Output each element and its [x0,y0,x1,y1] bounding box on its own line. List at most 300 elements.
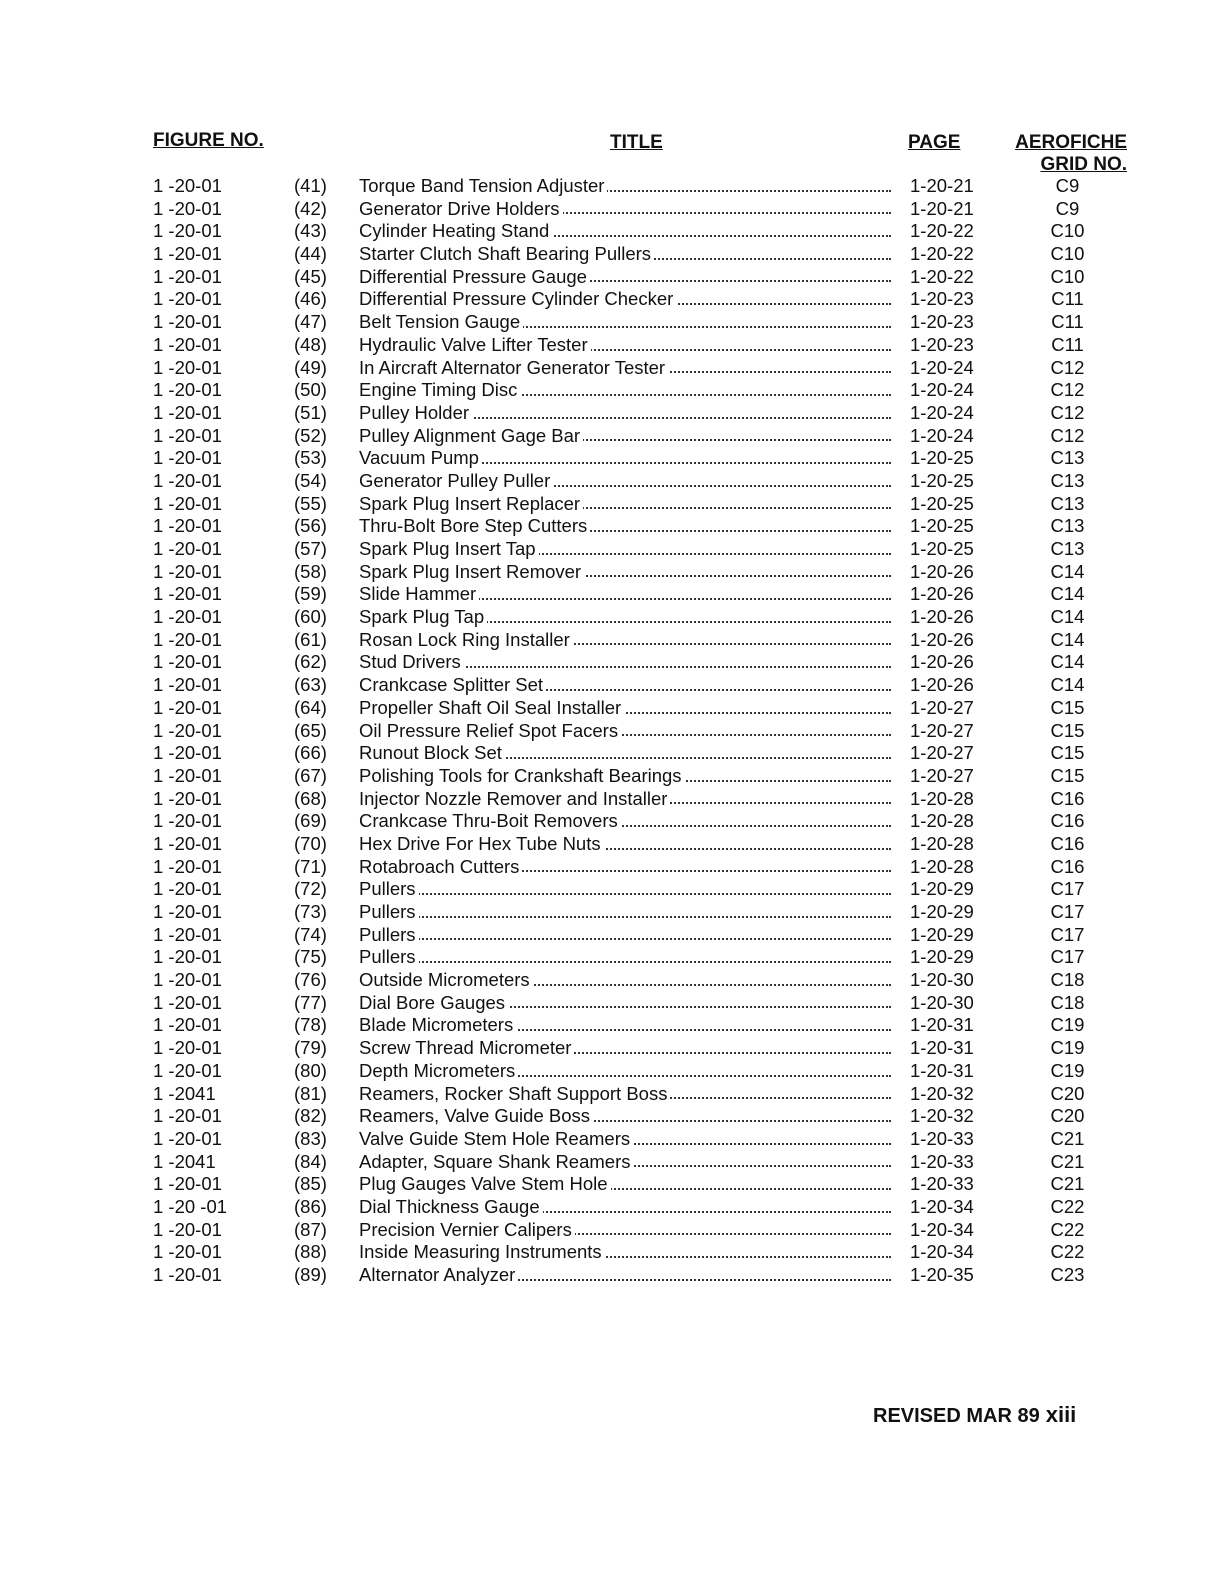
page-ref: 1-20-33 [910,1173,974,1195]
header-figure-no: FIGURE NO. [153,130,264,151]
dot-leader [359,938,891,940]
page-ref: 1-20-31 [910,1059,974,1081]
item-number: (88) [294,1241,327,1263]
page-ref: 1-20-26 [910,651,974,673]
list-item [0,311,1224,334]
item-number: (68) [294,787,327,809]
item-title [359,901,891,924]
page-ref: 1-20-33 [910,1127,974,1149]
item-number: (89) [294,1264,327,1285]
grid-ref: C17 [1050,878,1085,900]
item-number: (86) [294,1195,327,1217]
list-item [0,288,1224,311]
grid-ref: C16 [1050,832,1085,854]
list-item [0,334,1224,357]
item-title [359,992,891,1015]
figure-number: 1 -20-01 [153,265,222,287]
page-ref: 1-20-28 [910,855,974,877]
list-item [0,674,1224,697]
item-title-text: Pulley Alignment Gage Bar [359,425,583,446]
grid-ref: C18 [1050,991,1085,1013]
grid-ref: C21 [1050,1127,1085,1149]
grid-ref: C14 [1050,674,1085,696]
figure-number: 1 -2041 [153,1082,216,1104]
item-number: (62) [294,651,327,673]
page-ref: 1-20-25 [910,515,974,537]
item-number: (47) [294,311,327,333]
item-title [359,379,891,402]
list-item [0,720,1224,743]
page-ref: 1-20-25 [910,469,974,491]
grid-ref: C12 [1050,424,1085,446]
grid-ref: C20 [1050,1082,1085,1104]
item-number: (43) [294,220,327,242]
item-title [359,720,891,743]
grid-ref: C9 [1055,197,1080,219]
item-title-text: Pullers [359,946,419,967]
figure-number: 1 -20-01 [153,969,222,991]
item-title-text: Torque Band Tension Adjuster [359,175,607,196]
grid-ref: C11 [1051,311,1084,333]
figure-number: 1 -20-01 [153,515,222,537]
figure-number: 1 -20-01 [153,333,222,355]
item-title-text: Polishing Tools for Crankshaft Bearings [359,765,685,786]
page-ref: 1-20-28 [910,787,974,809]
item-title-text: Rosan Lock Ring Installer [359,629,573,650]
grid-ref: C17 [1050,901,1085,922]
item-title [359,1173,891,1196]
item-title [359,1219,891,1242]
grid-ref: C11 [1051,288,1084,310]
grid-ref: C17 [1050,923,1085,945]
list-item [0,1037,1224,1060]
grid-ref: C9 [1055,175,1080,196]
grid-ref: C13 [1050,515,1085,537]
item-number: (56) [294,515,327,537]
page-ref: 1-20-29 [910,923,974,945]
grid-ref: C22 [1050,1195,1085,1217]
list-item [0,583,1224,606]
item-title-text: Inside Measuring Instruments [359,1241,605,1262]
page-ref: 1-20-28 [910,832,974,854]
item-number: (63) [294,674,327,696]
item-number: (75) [294,946,327,968]
item-title [359,175,891,198]
item-title-text: Adapter, Square Shank Reamers [359,1151,634,1172]
item-title [359,470,891,493]
grid-ref: C16 [1050,787,1085,809]
figure-number: 1 -20-01 [153,674,222,696]
item-title-text: Alternator Analyzer [359,1264,518,1285]
page-ref: 1-20-29 [910,878,974,900]
item-title-text: Spark Plug Insert Replacer [359,493,583,514]
page-number: xiii [1045,1402,1077,1427]
list-item [0,856,1224,879]
figure-number: 1 -20-01 [153,1037,222,1059]
list-item [0,538,1224,561]
list-item [0,198,1224,221]
list-item [0,697,1224,720]
figure-number: 1 -2041 [153,1150,216,1172]
item-title [359,946,891,969]
figure-number: 1 -20-01 [153,243,222,265]
item-title [359,447,891,470]
item-title-text: Oil Pressure Relief Spot Facers [359,720,621,741]
item-title [359,788,891,811]
item-title-text: Generator Drive Holders [359,198,563,219]
figure-number: 1 -20-01 [153,606,222,628]
figure-number: 1 -20-01 [153,447,222,469]
page-ref: 1-20-31 [910,1037,974,1059]
item-title [359,697,891,720]
item-title [359,266,891,289]
item-number: (72) [294,878,327,900]
item-number: (81) [294,1082,327,1104]
item-title-text: Outside Micrometers [359,969,533,990]
page-ref: 1-20-31 [910,1014,974,1036]
item-number: (69) [294,810,327,832]
page-ref: 1-20-26 [910,583,974,605]
list-item [0,969,1224,992]
page-footer [873,1403,1076,1428]
list-item [0,924,1224,947]
item-title [359,1151,891,1174]
page-ref: 1-20-29 [910,946,974,968]
figure-number: 1 -20-01 [153,560,222,582]
item-number: (44) [294,243,327,265]
list-item [0,357,1224,380]
figure-number: 1 -20-01 [153,492,222,514]
item-number: (57) [294,538,327,559]
list-item [0,901,1224,924]
item-number: (64) [294,696,327,718]
grid-ref: C13 [1050,538,1085,559]
figure-number: 1 -20-01 [153,469,222,491]
figure-number: 1 -20-01 [153,379,222,401]
grid-ref: C10 [1050,265,1085,287]
item-number: (77) [294,991,327,1013]
item-title [359,629,891,652]
item-title-text: Crankcase Splitter Set [359,674,546,695]
figure-number: 1 -20-01 [153,787,222,809]
item-title [359,515,891,538]
page-ref: 1-20-22 [910,243,974,265]
page-ref: 1-20-32 [910,1082,974,1104]
item-title-text: Pulley Holder [359,402,472,423]
item-number: (50) [294,379,327,401]
page-ref: 1-20-30 [910,969,974,991]
item-number: (66) [294,742,327,764]
item-number: (65) [294,719,327,741]
figure-number: 1 -20-01 [153,583,222,605]
item-number: (54) [294,469,327,491]
grid-ref: C12 [1050,356,1085,378]
item-title [359,243,891,266]
header-title: TITLE [610,132,663,153]
header-aerofiche-grid [1005,132,1127,176]
item-title [359,1128,891,1151]
figure-number: 1 -20-01 [153,424,222,446]
page-ref: 1-20-24 [910,379,974,401]
item-title [359,1264,891,1287]
page-ref: 1-20-26 [910,674,974,696]
item-title-text: Thru-Bolt Bore Step Cutters [359,515,590,536]
page-ref: 1-20-23 [910,333,974,355]
figure-number: 1 -20-01 [153,1105,222,1127]
item-title-text: Slide Hammer [359,583,479,604]
page-ref: 1-20-35 [910,1264,974,1285]
item-title [359,810,891,833]
item-title [359,878,891,901]
item-number: (76) [294,969,327,991]
item-title-text: Rotabroach Cutters [359,856,522,877]
list-item [0,379,1224,402]
list-item [0,1060,1224,1083]
page-ref: 1-20-22 [910,265,974,287]
header-grid-line1: AEROFICHE [1015,132,1127,153]
item-title-text: Reamers, Valve Guide Boss [359,1105,593,1126]
list-item [0,175,1224,198]
grid-ref: C10 [1050,243,1085,265]
revision-note: REVISED MAR 89 [873,1405,1040,1427]
item-title [359,1241,891,1264]
grid-ref: C14 [1050,583,1085,605]
item-number: (79) [294,1037,327,1059]
list-item [0,946,1224,969]
item-title [359,198,891,221]
page-ref: 1-20-22 [910,220,974,242]
item-title [359,765,891,788]
list-item [0,493,1224,516]
list-item [0,1083,1224,1106]
page-ref: 1-20-26 [910,606,974,628]
item-number: (83) [294,1127,327,1149]
item-title [359,311,891,334]
item-number: (51) [294,401,327,423]
grid-ref: C14 [1050,606,1085,628]
figure-number: 1 -20-01 [153,946,222,968]
page-ref: 1-20-34 [910,1241,974,1263]
item-title-text: Pullers [359,924,419,945]
list-item [0,447,1224,470]
figure-number: 1 -20-01 [153,197,222,219]
item-title [359,1037,891,1060]
list-item [0,788,1224,811]
item-title-text: Depth Micrometers [359,1060,518,1081]
grid-ref: C13 [1050,492,1085,514]
figure-number: 1 -20-01 [153,901,222,922]
item-title-text: Differential Pressure Gauge [359,266,590,287]
figure-number: 1 -20-01 [153,1241,222,1263]
item-number: (85) [294,1173,327,1195]
figure-number: 1 -20-01 [153,311,222,333]
grid-ref: C13 [1050,447,1085,469]
item-title [359,583,891,606]
item-title [359,220,891,243]
item-title-text: Pullers [359,901,419,922]
item-number: (46) [294,288,327,310]
figure-number: 1 -20-01 [153,1218,222,1240]
item-number: (80) [294,1059,327,1081]
item-title [359,674,891,697]
figure-number: 1 -20-01 [153,719,222,741]
figure-list [0,175,1224,1287]
page-ref: 1-20-30 [910,991,974,1013]
grid-ref: C23 [1050,1264,1085,1285]
item-title [359,538,891,561]
item-title [359,742,891,765]
grid-ref: C15 [1050,719,1085,741]
item-title [359,561,891,584]
item-number: (73) [294,901,327,922]
item-title-text: Crankcase Thru-Boit Removers [359,810,621,831]
item-title-text: Generator Pulley Puller [359,470,553,491]
item-number: (48) [294,333,327,355]
item-number: (55) [294,492,327,514]
item-number: (87) [294,1218,327,1240]
figure-number: 1 -20-01 [153,832,222,854]
list-item [0,470,1224,493]
item-title [359,1083,891,1106]
item-title-text: Precision Vernier Calipers [359,1219,575,1240]
figure-number: 1 -20-01 [153,923,222,945]
figure-number: 1 -20-01 [153,628,222,650]
page-ref: 1-20-28 [910,810,974,832]
item-number: (49) [294,356,327,378]
figure-number: 1 -20-01 [153,1173,222,1195]
item-title [359,334,891,357]
list-item [0,220,1224,243]
page-ref: 1-20-21 [910,197,974,219]
item-title [359,1060,891,1083]
list-item [0,629,1224,652]
grid-ref: C19 [1050,1014,1085,1036]
list-item [0,425,1224,448]
figure-number: 1 -20-01 [153,1127,222,1149]
list-item [0,1241,1224,1264]
list-item [0,765,1224,788]
grid-ref: C16 [1050,855,1085,877]
item-title [359,425,891,448]
figure-number: 1 -20-01 [153,878,222,900]
list-item [0,243,1224,266]
item-number: (41) [294,175,327,196]
item-title-text: Spark Plug Insert Tap [359,538,539,559]
list-item [0,1173,1224,1196]
figure-number: 1 -20-01 [153,1014,222,1036]
dot-leader [359,961,891,963]
list-item [0,742,1224,765]
grid-ref: C19 [1050,1037,1085,1059]
grid-ref: C15 [1050,696,1085,718]
item-number: (78) [294,1014,327,1036]
grid-ref: C10 [1050,220,1085,242]
grid-ref: C14 [1050,628,1085,650]
grid-ref: C18 [1050,969,1085,991]
figure-number: 1 -20-01 [153,538,222,559]
grid-ref: C11 [1051,333,1084,355]
figure-number: 1 -20-01 [153,651,222,673]
grid-ref: C15 [1050,764,1085,786]
item-title-text: Screw Thread Micrometer [359,1037,574,1058]
page-ref: 1-20-25 [910,447,974,469]
grid-ref: C22 [1050,1241,1085,1263]
page-ref: 1-20-24 [910,401,974,423]
item-title [359,924,891,947]
item-title-text: Hydraulic Valve Lifter Tester [359,334,591,355]
item-title-text: In Aircraft Alternator Generator Tester [359,357,668,378]
item-title [359,606,891,629]
figure-number: 1 -20 -01 [153,1195,228,1217]
list-item [0,266,1224,289]
item-number: (67) [294,764,327,786]
figure-number: 1 -20-01 [153,1059,222,1081]
list-item [0,515,1224,538]
item-title-text: Reamers, Rocker Shaft Support Boss [359,1083,670,1104]
list-item [0,992,1224,1015]
figure-number: 1 -20-01 [153,175,222,196]
grid-ref: C13 [1050,469,1085,491]
figure-number: 1 -20-01 [153,401,222,423]
figure-number: 1 -20-01 [153,810,222,832]
list-item [0,651,1224,674]
header-grid-line2: GRID NO. [1040,154,1127,175]
list-item [0,1264,1224,1287]
item-number: (71) [294,855,327,877]
item-title-text: Vacuum Pump [359,447,482,468]
list-item [0,1014,1224,1037]
item-number: (74) [294,923,327,945]
page-ref: 1-20-32 [910,1105,974,1127]
grid-ref: C14 [1050,560,1085,582]
item-title [359,357,891,380]
header-page: PAGE [908,132,961,153]
grid-ref: C15 [1050,742,1085,764]
page-ref: 1-20-25 [910,538,974,559]
item-title-text: Propeller Shaft Oil Seal Installer [359,697,624,718]
figure-number: 1 -20-01 [153,742,222,764]
grid-ref: C12 [1050,379,1085,401]
item-title [359,1105,891,1128]
figure-number: 1 -20-01 [153,696,222,718]
figure-number: 1 -20-01 [153,764,222,786]
item-number: (42) [294,197,327,219]
item-title-text: Dial Bore Gauges [359,992,508,1013]
item-title-text: Differential Pressure Cylinder Checker [359,288,676,309]
item-title [359,1196,891,1219]
item-title [359,288,891,311]
item-title [359,856,891,879]
figure-number: 1 -20-01 [153,356,222,378]
dot-leader [359,893,891,895]
list-item [0,1128,1224,1151]
item-title [359,1014,891,1037]
item-number: (82) [294,1105,327,1127]
item-title-text: Blade Micrometers [359,1014,516,1035]
page-ref: 1-20-27 [910,742,974,764]
list-item [0,1151,1224,1174]
page-ref: 1-20-24 [910,356,974,378]
grid-ref: C17 [1050,946,1085,968]
item-number: (84) [294,1150,327,1172]
item-title-text: Injector Nozzle Remover and Installer [359,788,670,809]
item-number: (60) [294,606,327,628]
item-title-text: Dial Thickness Gauge [359,1196,543,1217]
list-item [0,1219,1224,1242]
item-number: (45) [294,265,327,287]
grid-ref: C19 [1050,1059,1085,1081]
page-ref: 1-20-21 [910,175,974,196]
